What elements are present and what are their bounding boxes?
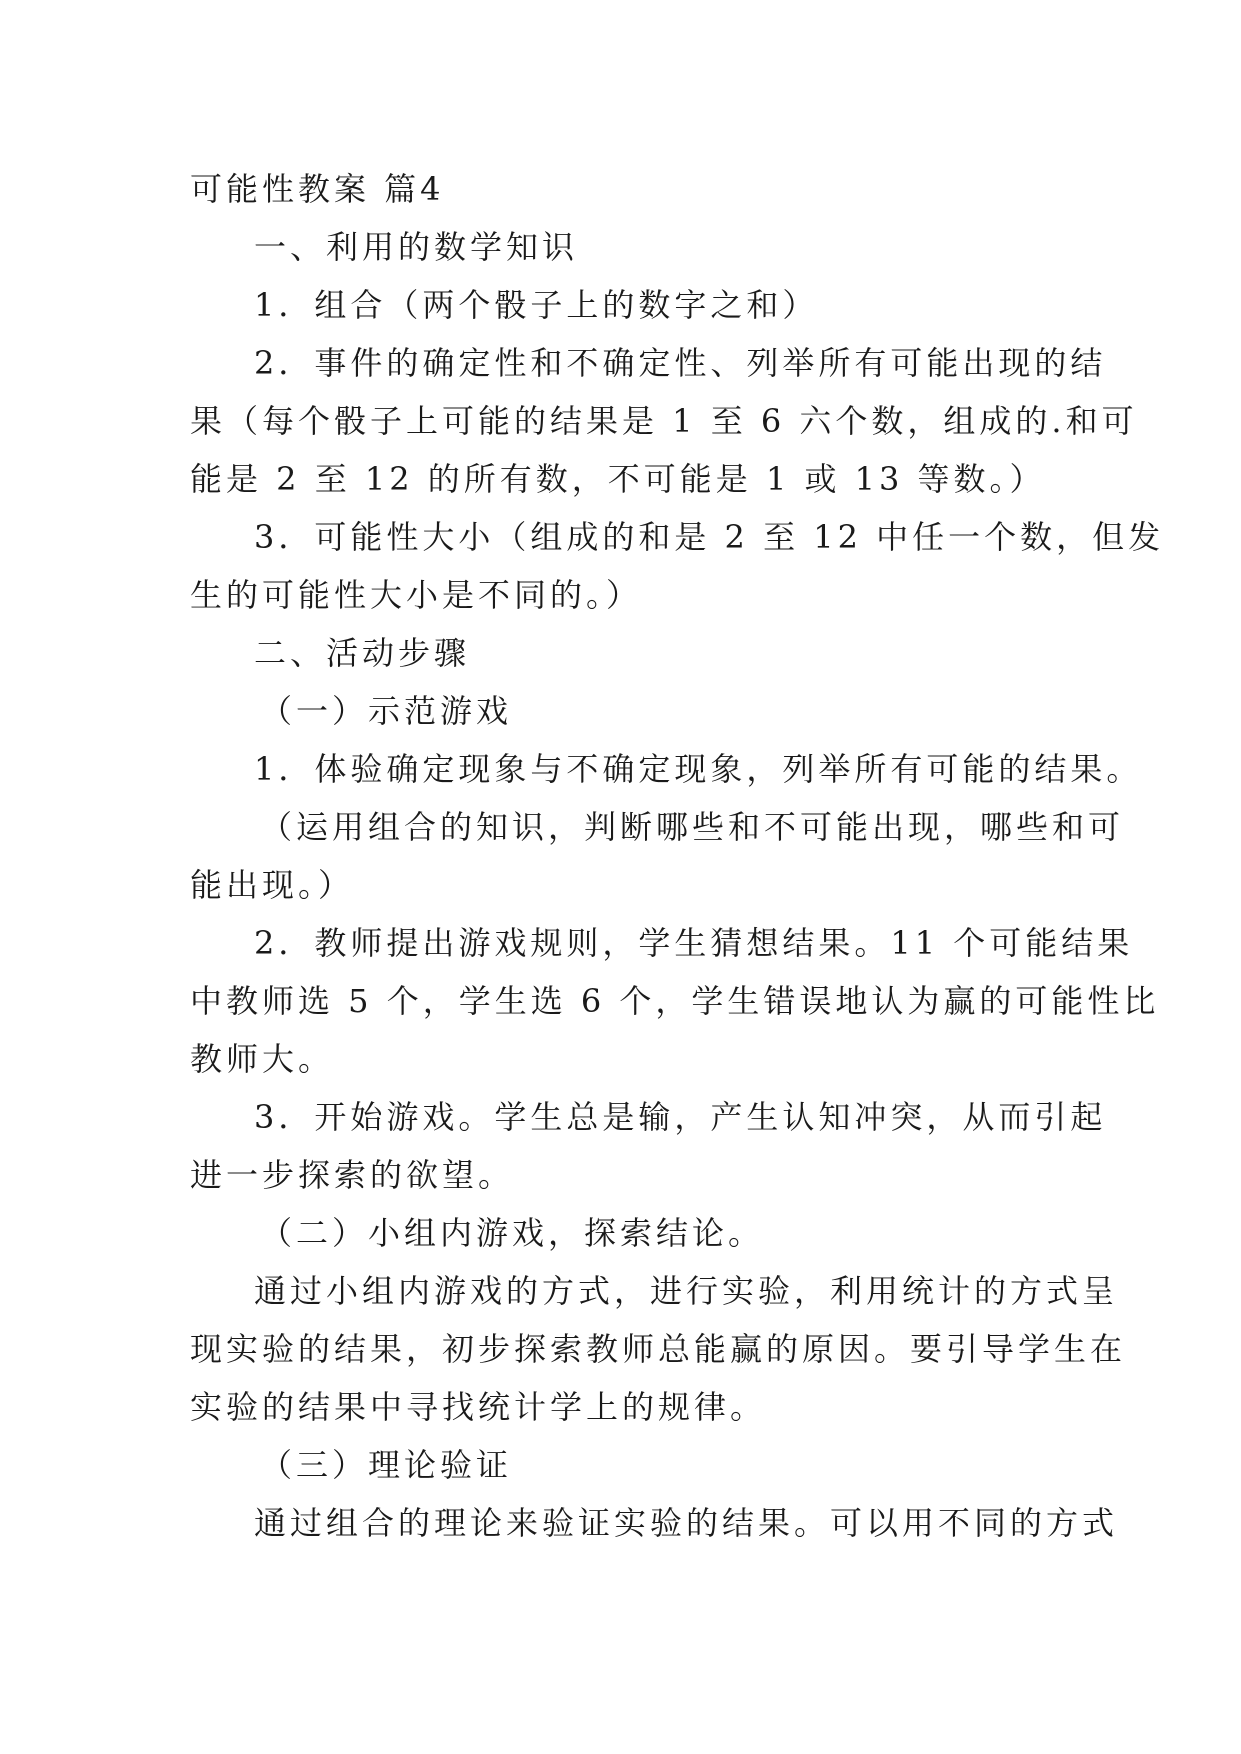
subsection-heading: （三）理论验证	[260, 1446, 513, 1484]
paragraph-line: 1．体验确定现象与不确定现象，列举所有可能的结果。	[254, 750, 1143, 788]
paragraph-line: 果（每个骰子上可能的结果是 1 至 6 六个数，组成的.和可	[190, 402, 1138, 440]
paragraph-line: 进一步探索的欲望。	[190, 1156, 515, 1194]
paragraph-line: 3．开始游戏。学生总是输，产生认知冲突，从而引起	[254, 1098, 1107, 1136]
section-heading: 一、利用的数学知识	[254, 228, 579, 266]
paragraph-line: 现实验的结果，初步探索教师总能赢的原因。要引导学生在	[190, 1330, 1127, 1368]
subsection-heading: （二）小组内游戏，探索结论。	[260, 1214, 765, 1252]
document-title: 可能性教案 篇4	[190, 170, 445, 208]
document-body	[190, 160, 1165, 1552]
paragraph-line: 实验的结果中寻找统计学上的规律。	[190, 1388, 767, 1426]
paragraph-line: 通过组合的理论来验证实验的结果。可以用不同的方式	[254, 1504, 1119, 1542]
paragraph-line: 能是 2 至 12 的所有数，不可能是 1 或 13 等数。）	[190, 460, 1046, 498]
paragraph-line: 生的可能性大小是不同的。）	[190, 576, 643, 614]
paragraph-line: 中教师选 5 个，学生选 6 个，学生错误地认为赢的可能性比	[190, 982, 1160, 1020]
paragraph-line: 能出现。）	[190, 866, 355, 904]
paragraph-line: 教师大。	[190, 1040, 335, 1078]
paragraph-line: 3．可能性大小（组成的和是 2 至 12 中任一个数，但发	[254, 518, 1165, 556]
section-heading: 二、活动步骤	[254, 634, 471, 672]
paragraph-line: （运用组合的知识，判断哪些和不可能出现，哪些和可	[260, 808, 1125, 846]
paragraph-line: 通过小组内游戏的方式，进行实验，利用统计的方式呈	[254, 1272, 1119, 1310]
paragraph-line: 1．组合（两个骰子上的数字之和）	[254, 286, 819, 324]
paragraph-line: 2．事件的确定性和不确定性、列举所有可能出现的结	[254, 344, 1107, 382]
paragraph-line: 2．教师提出游戏规则，学生猜想结果。11 个可能结果	[254, 924, 1134, 962]
subsection-heading: （一）示范游戏	[260, 692, 513, 730]
